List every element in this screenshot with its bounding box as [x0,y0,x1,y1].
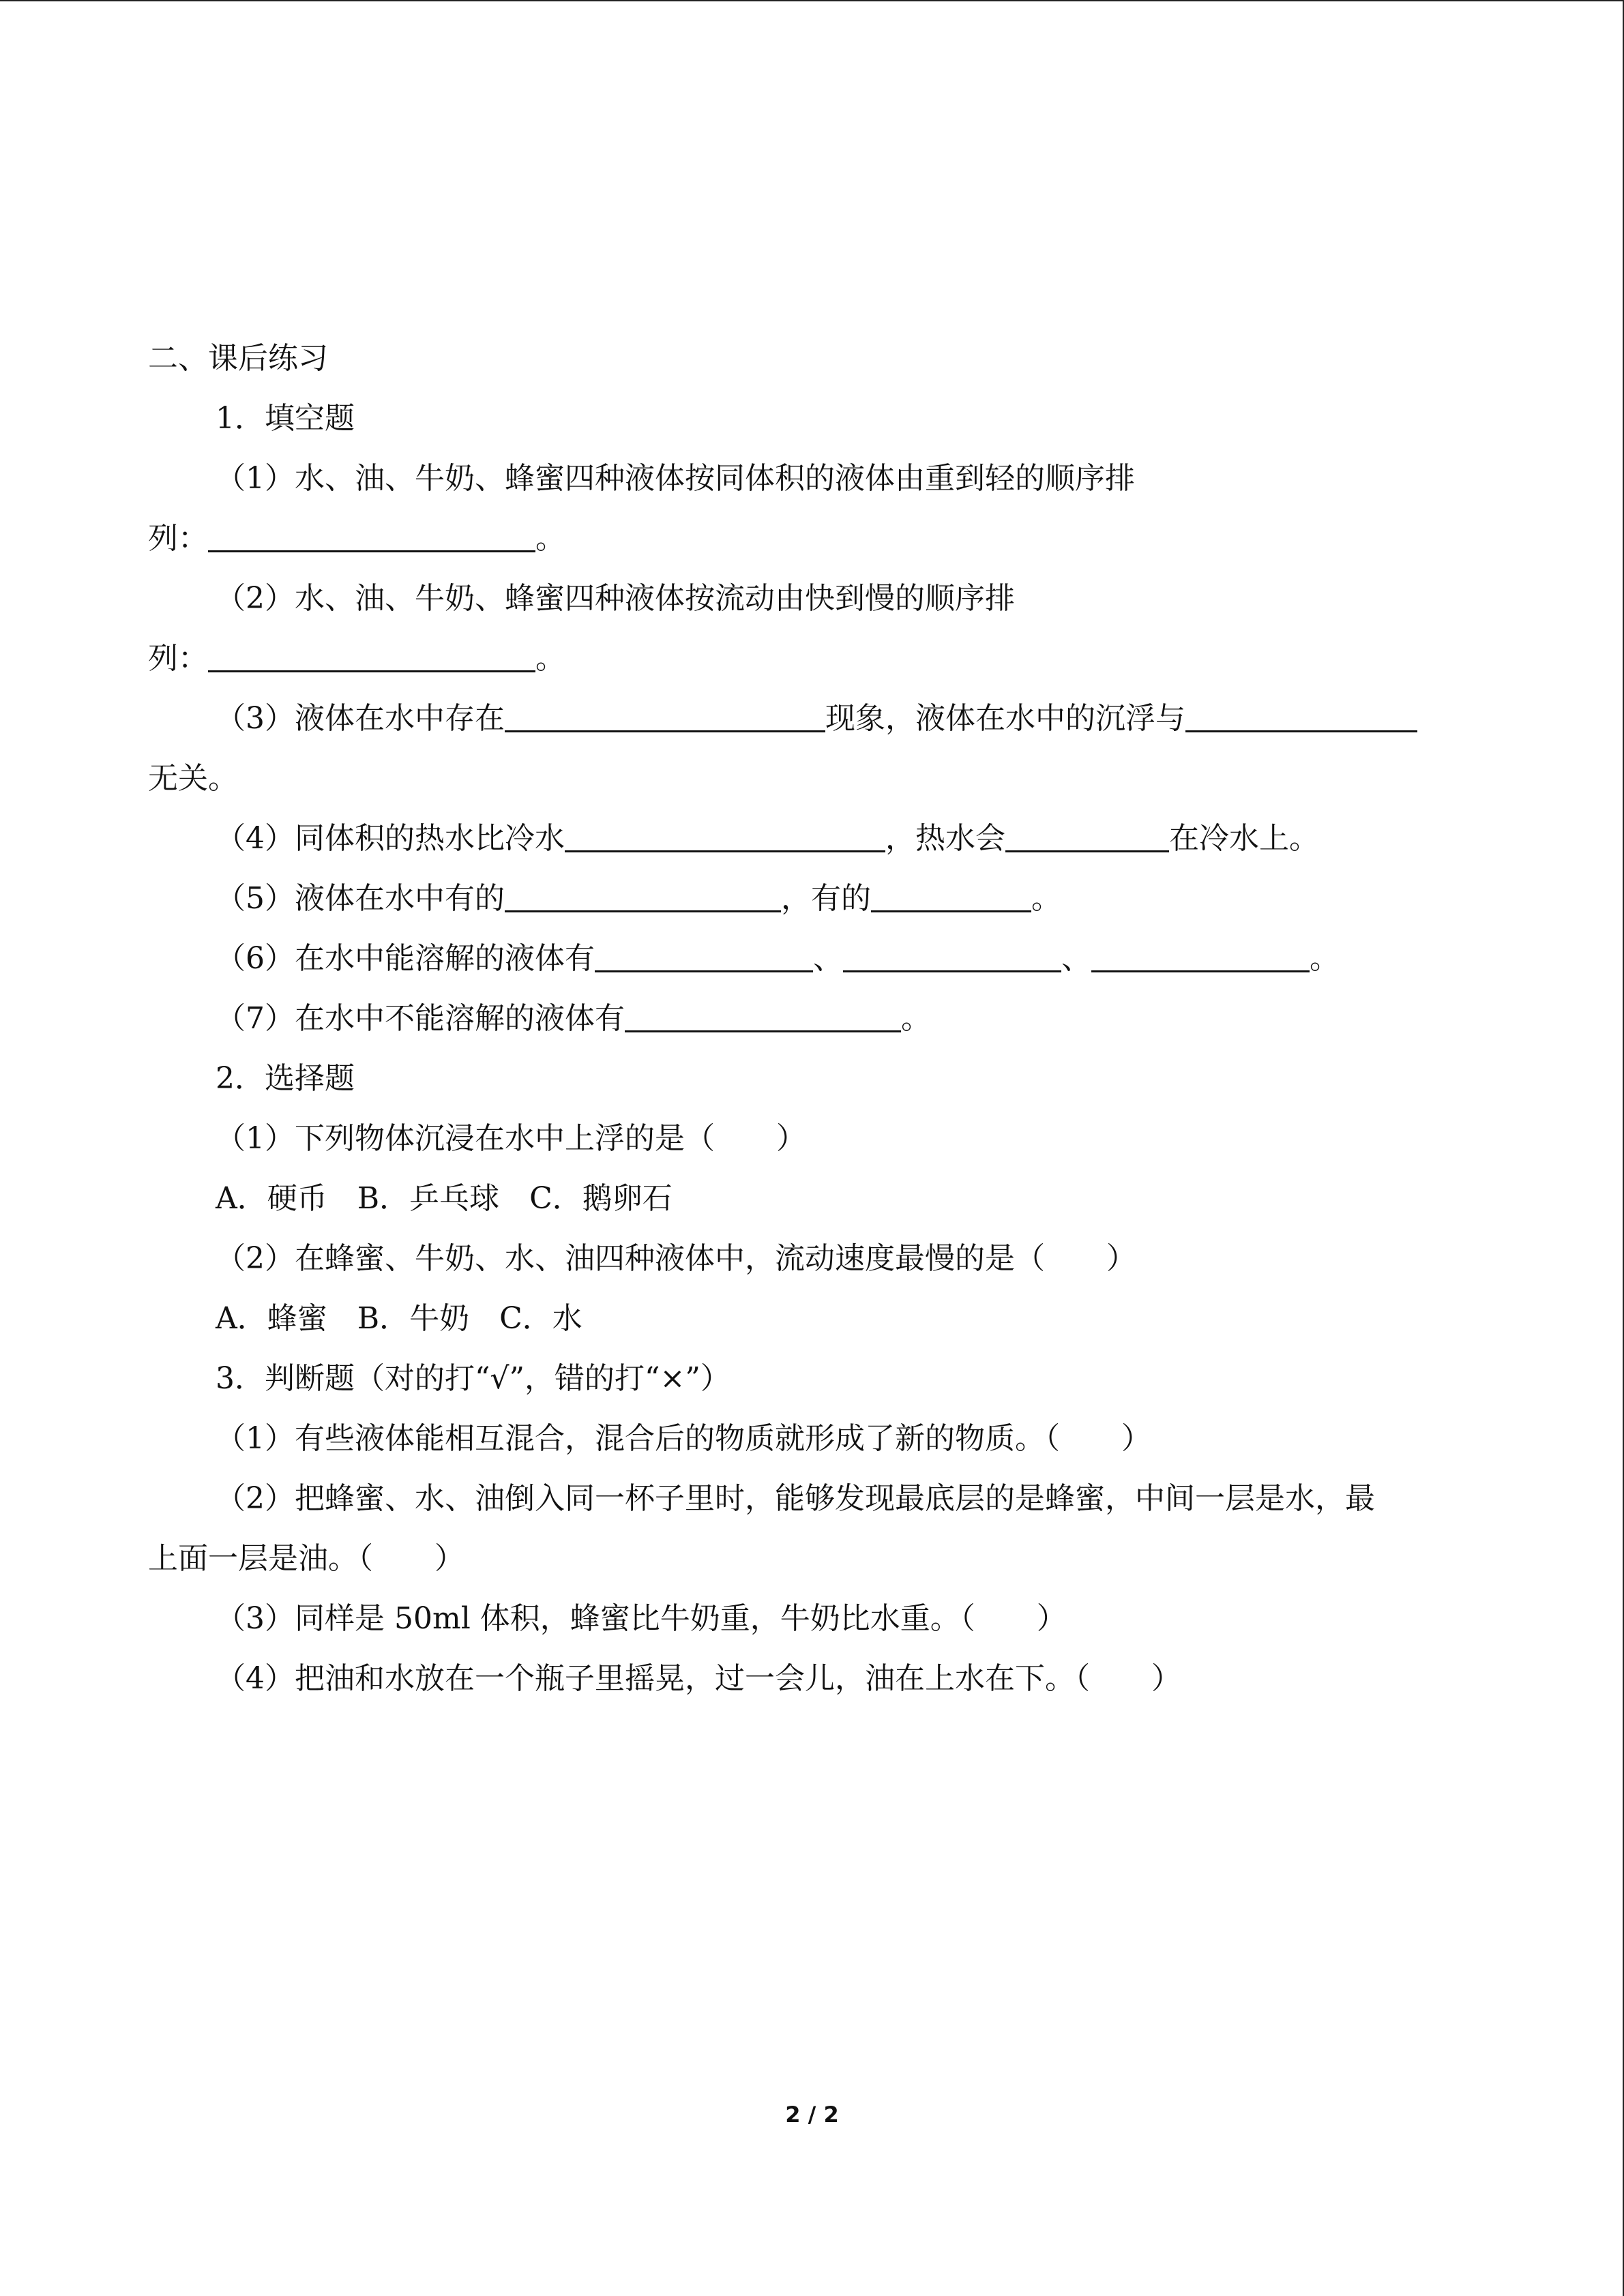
answer-blank[interactable] [625,995,901,1032]
answer-blank[interactable] [1091,935,1310,972]
answer-blank[interactable] [843,935,1061,972]
fill-q1-line2: 列： 。 [148,509,1481,569]
fill-q3-line1: （3）液体在水中存在 现象，液体在水中的沉浮与 [148,689,1481,749]
judge-q1: （1）有些液体能相互混合，混合后的物质就形成了新的物质。（ ） [216,1421,1151,1456]
fill-q4: （4）同体积的热水比冷水 ，热水会 在冷水上。 [148,809,1481,869]
answer-blank[interactable] [208,635,535,672]
answer-blank[interactable] [871,875,1031,912]
fill-q6: （6）在水中能溶解的液体有 、 、 。 [148,929,1481,989]
answer-blank[interactable] [505,695,825,732]
judge-heading: 3．判断题（对的打“√”，错的打“×”） [216,1361,730,1396]
fill-q1-line1: （1）水、油、牛奶、蜂蜜四种液体按同体积的液体由重到轻的顺序排 [216,461,1135,496]
judge-q4: （4）把油和水放在一个瓶子里摇晃，过一会儿，油在上水在下。（ ） [216,1661,1181,1696]
fill-blank-heading: 1．填空题 [216,401,355,436]
fill-q2-line2: 列： 。 [148,629,1481,689]
fill-q7: （7）在水中不能溶解的液体有 。 [148,989,1481,1049]
choice-q2: （2）在蜂蜜、牛奶、水、油四种液体中，流动速度最慢的是（ ） [216,1241,1136,1276]
fill-q5: （5）液体在水中有的 ，有的 。 [148,869,1481,929]
section-title: 二、课后练习 [148,341,328,376]
answer-blank[interactable] [595,935,813,972]
choice-q1: （1）下列物体沉浸在水中上浮的是（ ） [216,1121,806,1156]
choice-heading: 2．选择题 [216,1061,355,1096]
answer-blank[interactable] [1185,695,1417,732]
judge-q2-line1: （2）把蜂蜜、水、油倒入同一杯子里时，能够发现最底层的是蜂蜜，中间一层是水，最 [216,1481,1375,1516]
answer-blank[interactable] [208,515,535,552]
choice-q1-options: A．硬币 B．乒乓球 C．鹅卵石 [216,1181,673,1216]
answer-blank[interactable] [1005,815,1169,852]
page-number: 2 / 2 [785,2102,839,2128]
answer-blank[interactable] [505,875,781,912]
judge-q3: （3）同样是 50ml 体积，蜂蜜比牛奶重，牛奶比水重。（ ） [216,1601,1067,1636]
fill-q2-line1: （2）水、油、牛奶、蜂蜜四种液体按流动由快到慢的顺序排 [216,581,1015,616]
answer-blank[interactable] [565,815,885,852]
choice-q2-options: A．蜂蜜 B．牛奶 C．水 [216,1301,582,1336]
exercise-content [148,329,1481,1709]
fill-q3-line2: 无关。 [148,761,238,796]
judge-q2-line2: 上面一层是油。（ ） [148,1541,464,1576]
